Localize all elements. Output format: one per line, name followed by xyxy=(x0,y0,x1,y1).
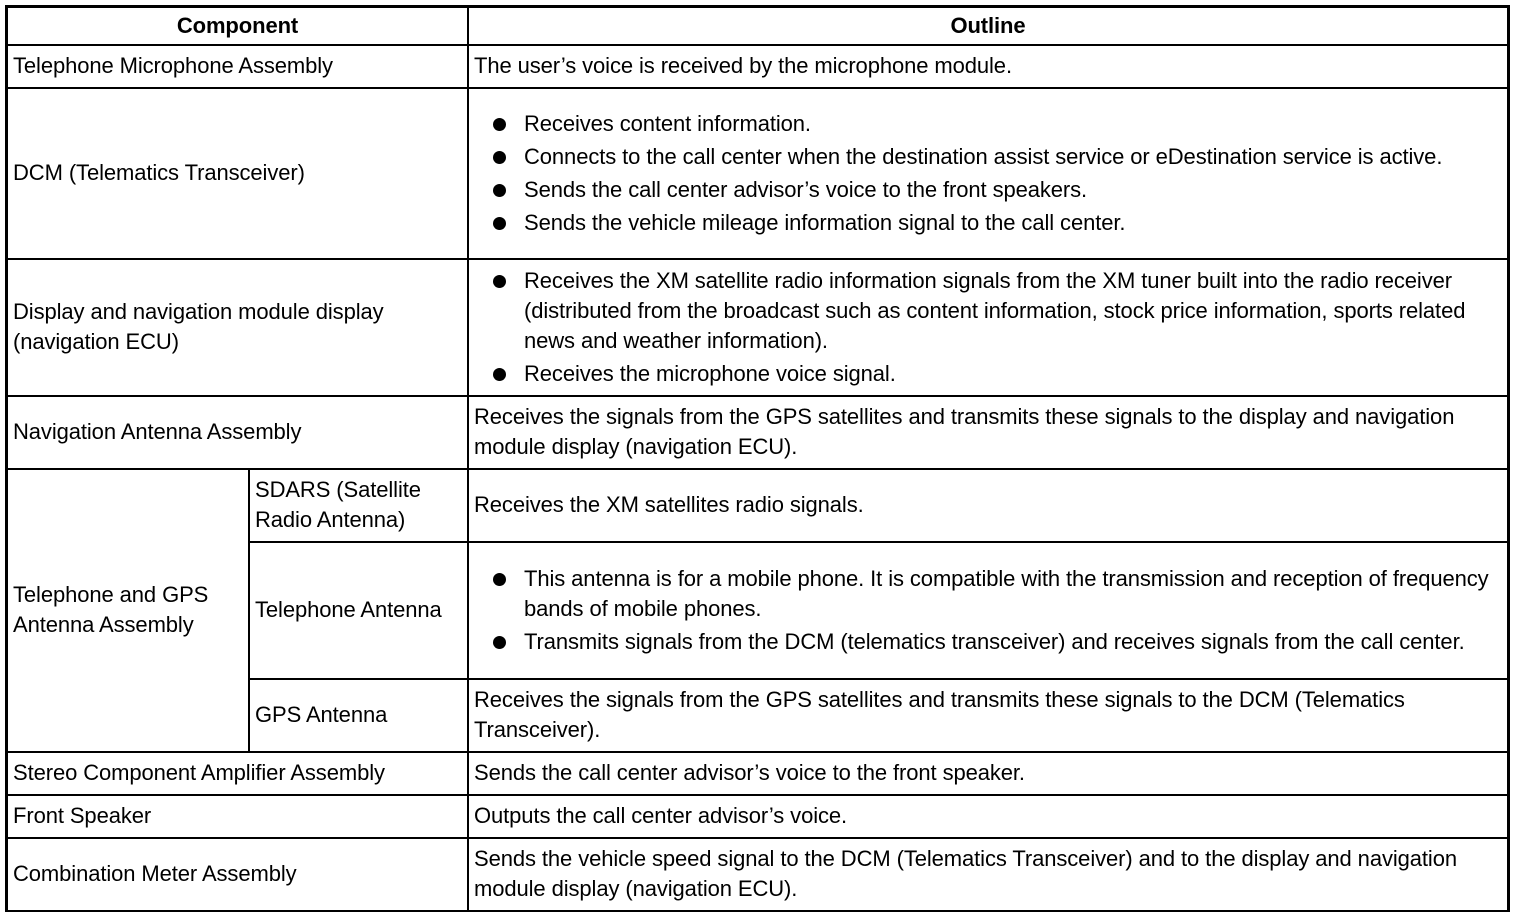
component-cell: Combination Meter Assembly xyxy=(7,838,468,911)
list-item xyxy=(474,109,1502,139)
bullet-icon xyxy=(493,636,506,649)
table-row xyxy=(7,795,1508,838)
bullet-text: This antenna is for a mobile phone. It is compatible with the transmission and reception of frequency bands of mobile phones. xyxy=(524,565,1489,621)
bullet-icon xyxy=(493,184,506,197)
component-cell: Stereo Component Amplifier Assembly xyxy=(7,752,468,795)
outline-cell: Receives the signals from the GPS satellites and transmits these signals to the display and navigation module display (navigation ECU). xyxy=(468,396,1508,469)
component-cell: DCM (Telematics Transceiver) xyxy=(7,88,468,259)
outline-cell: Receives the XM satellites radio signals. xyxy=(468,469,1508,542)
list-item xyxy=(474,175,1502,205)
outline-cell xyxy=(468,542,1508,679)
bullet-list xyxy=(474,109,1502,238)
list-item xyxy=(474,627,1502,657)
outline-cell: The user’s voice is received by the microphone module. xyxy=(468,45,1508,88)
bullet-list xyxy=(474,564,1502,657)
list-item xyxy=(474,142,1502,172)
list-item xyxy=(474,359,1502,389)
outline-cell: Outputs the call center advisor’s voice. xyxy=(468,795,1508,838)
header-row xyxy=(7,7,1508,45)
component-cell: Display and navigation module display (navigation ECU) xyxy=(7,259,468,396)
bullet-text: Receives the XM satellite radio information signals from the XM tuner built into the radio receiver (distributed from the broadcast such as content information, stock price information, sports related news and weather information). xyxy=(524,267,1466,353)
list-item xyxy=(474,564,1502,624)
outline-cell xyxy=(468,88,1508,259)
list-item xyxy=(474,208,1502,238)
subcomponent-cell: GPS Antenna xyxy=(249,679,468,752)
bullet-icon xyxy=(493,151,506,164)
bullet-icon xyxy=(493,368,506,381)
bullet-text: Connects to the call center when the destination assist service or eDestination service is active. xyxy=(524,143,1443,169)
outline-cell: Receives the signals from the GPS satellites and transmits these signals to the DCM (Telematics Transceiver). xyxy=(468,679,1508,752)
header-outline: Outline xyxy=(468,7,1508,45)
bullet-icon xyxy=(493,275,506,288)
component-cell: Telephone and GPS Antenna Assembly xyxy=(7,469,249,752)
subcomponent-cell: SDARS (Satellite Radio Antenna) xyxy=(249,469,468,542)
component-cell: Telephone Microphone Assembly xyxy=(7,45,468,88)
outline-cell xyxy=(468,259,1508,396)
bullet-icon xyxy=(493,118,506,131)
bullet-text: Sends the vehicle mileage information signal to the call center. xyxy=(524,209,1126,235)
bullet-list xyxy=(474,266,1502,389)
table-row xyxy=(7,752,1508,795)
bullet-icon xyxy=(493,573,506,586)
list-item xyxy=(474,266,1502,356)
table-row xyxy=(7,469,1508,542)
table-row xyxy=(7,396,1508,469)
component-outline-table-wrapper xyxy=(6,6,1509,912)
outline-cell: Sends the call center advisor’s voice to the front speaker. xyxy=(468,752,1508,795)
table-row xyxy=(7,88,1508,259)
bullet-text: Receives content information. xyxy=(524,110,811,136)
component-cell: Front Speaker xyxy=(7,795,468,838)
table-row xyxy=(7,45,1508,88)
subcomponent-cell: Telephone Antenna xyxy=(249,542,468,679)
bullet-text: Transmits signals from the DCM (telematics transceiver) and receives signals from the call center. xyxy=(524,628,1465,654)
component-cell: Navigation Antenna Assembly xyxy=(7,396,468,469)
bullet-text: Receives the microphone voice signal. xyxy=(524,360,896,386)
outline-cell: Sends the vehicle speed signal to the DCM (Telematics Transceiver) and to the display and navigation module display (navigation ECU). xyxy=(468,838,1508,911)
table-row xyxy=(7,259,1508,396)
header-component: Component xyxy=(7,7,468,45)
bullet-text: Sends the call center advisor’s voice to the front speakers. xyxy=(524,176,1088,202)
table-row xyxy=(7,838,1508,911)
bullet-icon xyxy=(493,217,506,230)
component-outline-table xyxy=(6,6,1509,912)
